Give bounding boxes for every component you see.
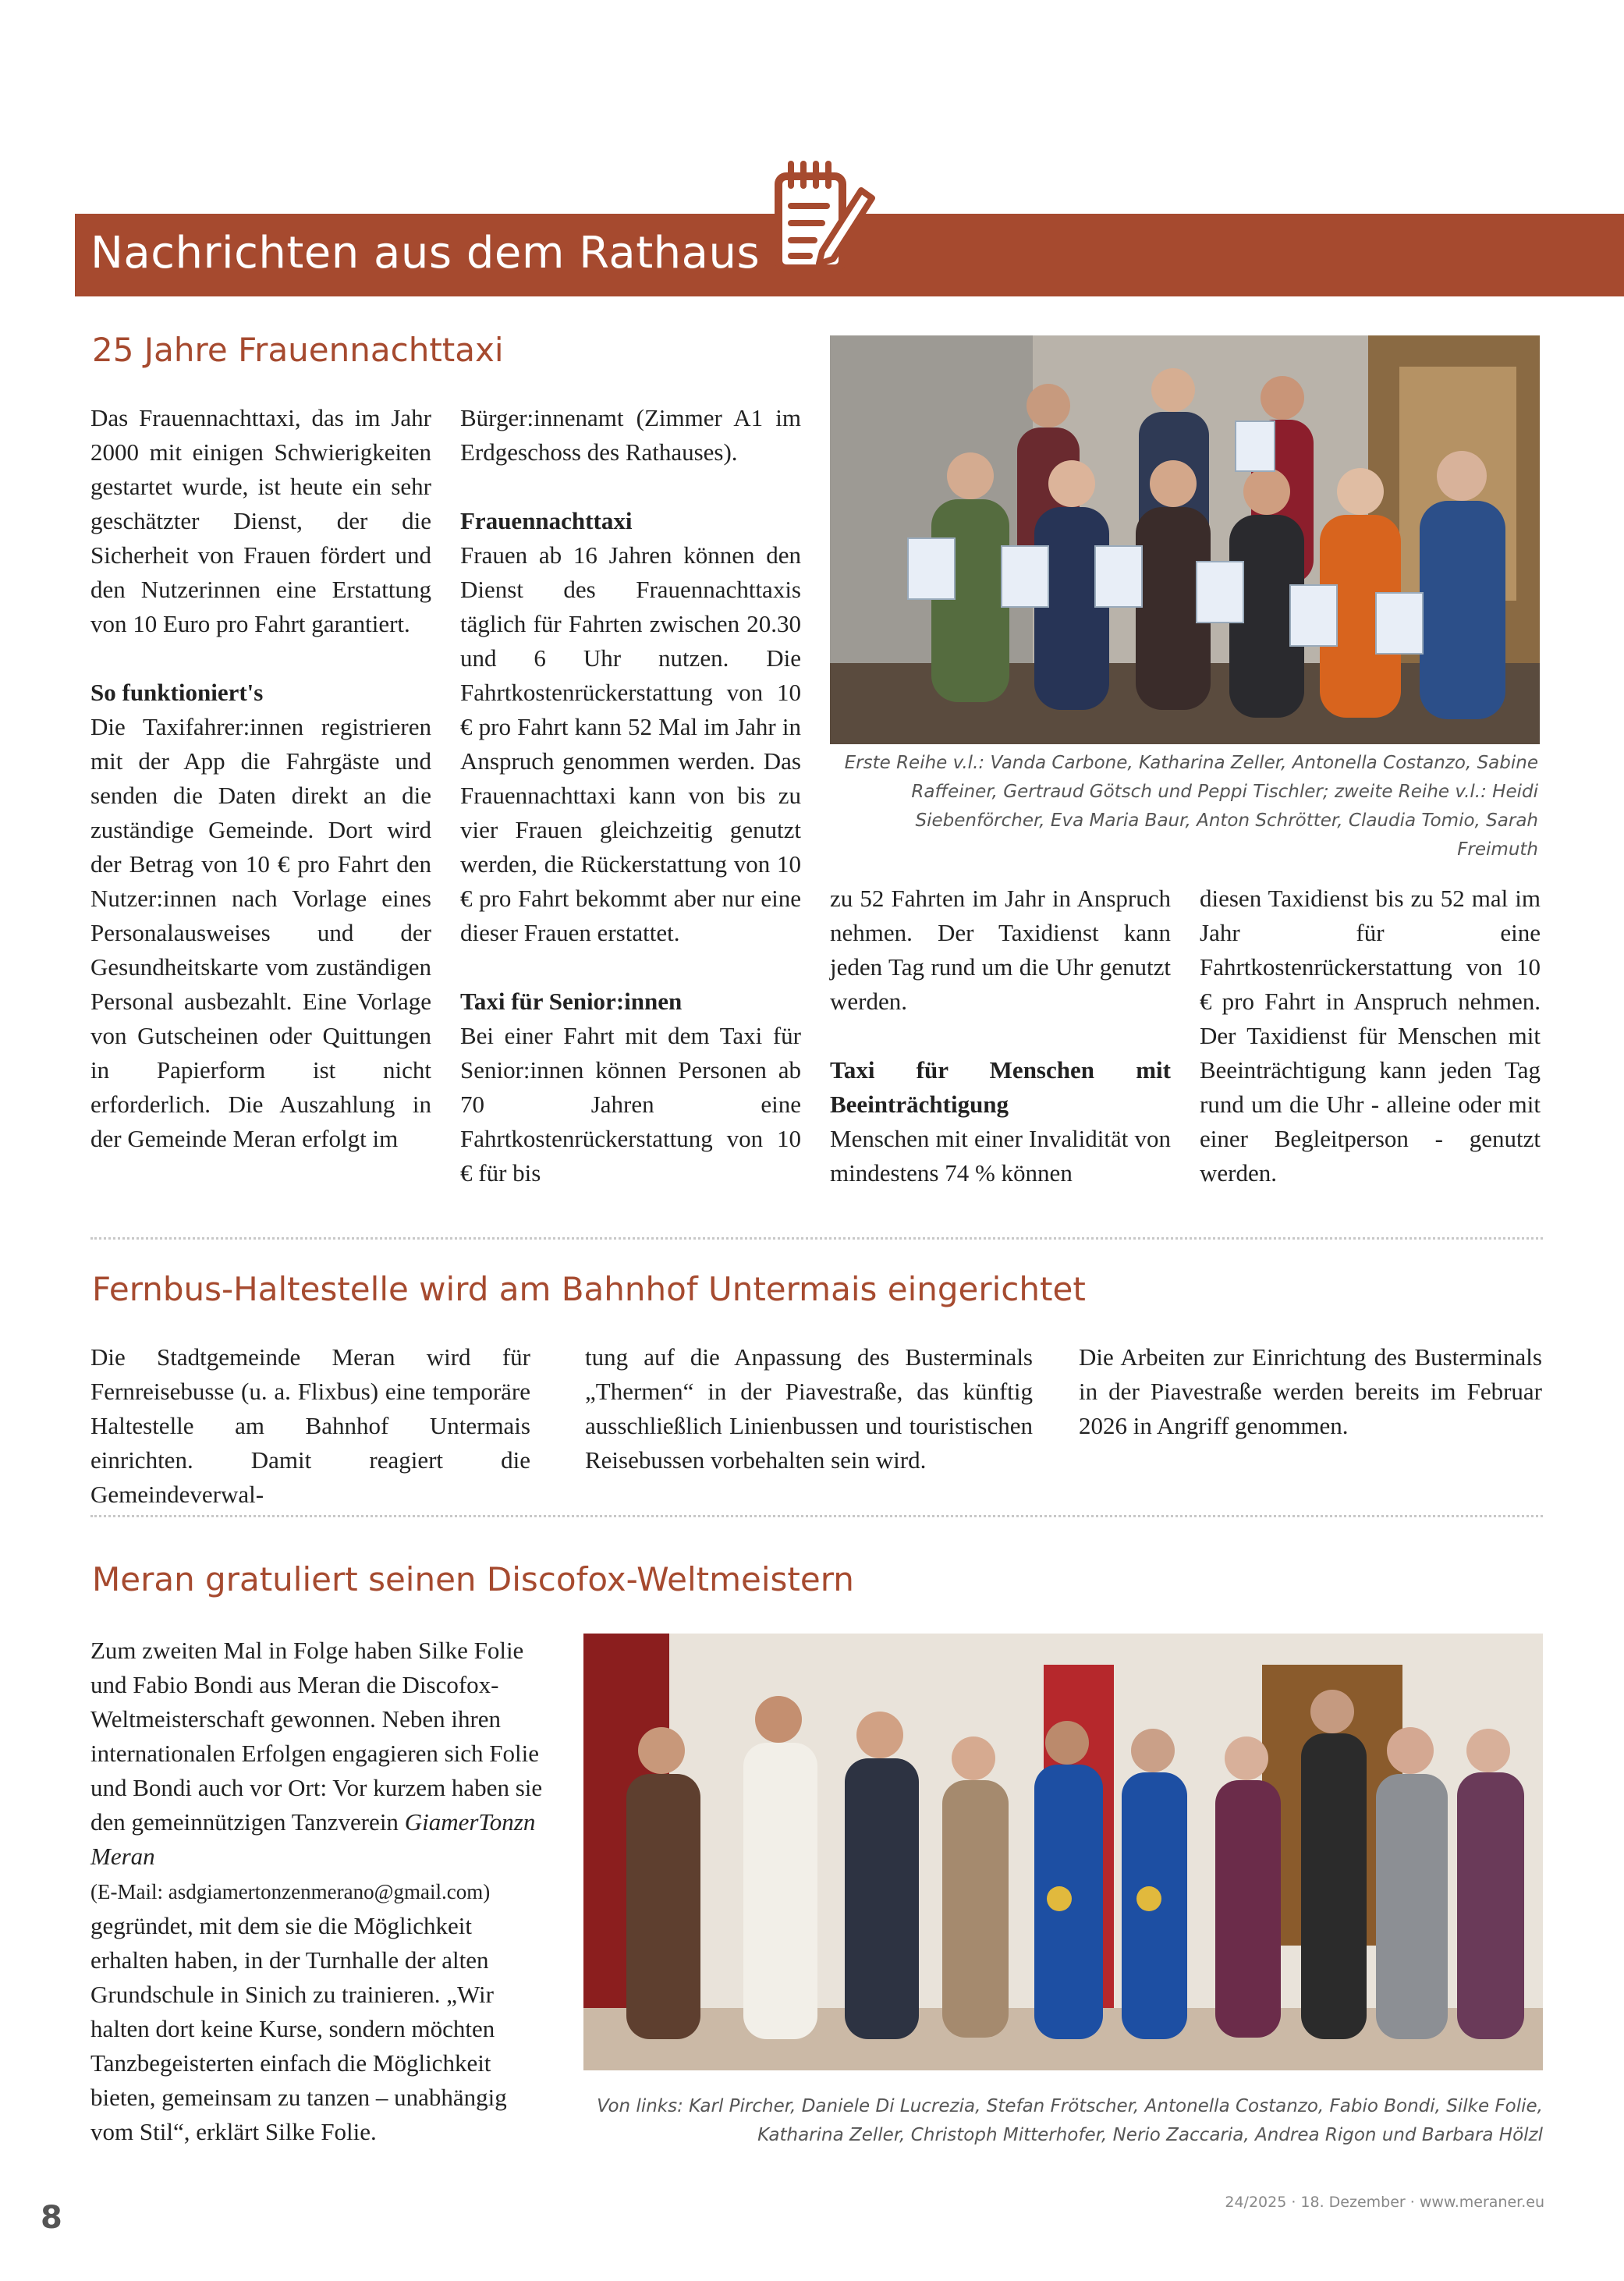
article2-column-1 bbox=[90, 1340, 530, 1512]
subheading: Frauennachttaxi bbox=[460, 507, 633, 534]
group-photo-discofox bbox=[583, 1634, 1543, 2070]
photo-caption: Von links: Karl Pircher, Daniele Di Lucrezia, Stefan Frötscher, Antonella Costanzo, Fabio Bondi, Silke Folie, Katharina Zeller, Christoph Mitterhofer, Nerio Zaccaria, Andrea Rigon und Barbara Hölzl bbox=[597, 2096, 1543, 2145]
group-photo-frauennachttaxi bbox=[830, 335, 1540, 744]
article-title-discofox: Meran gratuliert seinen Discofox-Weltmeistern bbox=[92, 1560, 854, 1598]
article-title-frauennachttaxi: 25 Jahre Frauennachttaxi bbox=[92, 331, 504, 369]
paragraph: Frauen ab 16 Jahren können den Dienst des Frauennachttaxis täglich für Fahrten zwischen 20.30 und 6 Uhr nutzen. Die Fahrtkostenrückerstattung von 10 € pro Fahrt kann 52 Mal im Jahr in Anspruch genommen werden. Das Frauennachttaxi kann von bis zu vier Frauen gleichzeitig genutzt werden, die Rückerstattung von 10 € pro Fahrt bekommt aber nur eine dieser Frauen erstattet. bbox=[460, 541, 801, 946]
section-title: Nachrichten aus dem Rathaus bbox=[90, 228, 761, 278]
article2-column-3 bbox=[1079, 1340, 1542, 1443]
paragraph: Das Frauennachttaxi, das im Jahr 2000 mit einigen Schwierigkeiten gestartet wurde, ist heute ein sehr geschätzter Dienst, der die Sicherheit von Frauen fördert und den Nutzerinnen eine Erstattung von 10 Euro pro Fahrt garantiert. bbox=[90, 404, 431, 637]
article-title-fernbus: Fernbus-Haltestelle wird am Bahnhof Untermais eingerichtet bbox=[92, 1270, 1086, 1308]
paragraph: Zum zweiten Mal in Folge haben Silke Folie und Fabio Bondi aus Meran die Discofox-Weltmeisterschaft gewonnen. Neben ihren internationalen Erfolgen engagieren sich Folie und Bondi auch vor Ort: Vor kurzem haben sie den gemeinnützigen Tanzverein bbox=[90, 1637, 543, 1836]
email-address: (E-Mail: asdgiamertonzenmerano@gmail.com) bbox=[90, 1880, 491, 1903]
notepad-pencil-icon bbox=[768, 159, 877, 276]
paragraph: gegründet, mit dem sie die Möglichkeit erhalten haben, in der Turnhalle der alten Grundschule in Sinich zu trainieren. „Wir halten dort keine Kurse, sondern möchten Tanzbegeisterten einfach die Möglichkeit bieten, gemeinsam zu tanzen – unabhängig vom Stil“, erklärt Silke Folie. bbox=[90, 1912, 507, 2145]
article1-column-4 bbox=[1200, 882, 1541, 1190]
paragraph: Die Arbeiten zur Einrichtung des Busterminals in der Piavestraße werden bereits im Februar 2026 in Angriff genommen. bbox=[1079, 1343, 1542, 1439]
page-number: 8 bbox=[41, 2200, 62, 2236]
article1-column-1 bbox=[90, 401, 431, 1156]
subheading: Taxi für Senior:innen bbox=[460, 988, 683, 1015]
issue-info: 24/2025 · 18. Dezember · www.meraner.eu bbox=[1225, 2194, 1544, 2211]
paragraph: tung auf die Anpassung des Busterminals „Thermen“ in der Piavestraße, das künftig ausschließlich Linienbussen und touristischen Reisebussen vorbehalten sein wird. bbox=[585, 1343, 1033, 1474]
article2-column-2 bbox=[585, 1340, 1033, 1478]
paragraph: Die Taxifahrer:innen registrieren mit der App die Fahrgäste und senden die Daten direkt an die zuständige Gemeinde. Dort wird der Betrag von 10 € pro Fahrt den Nutzer:innen nach Vorlage eines Personalausweises und der Gesundheitskarte vom zuständigen Personal ausbezahlt. Eine Vorlage von Gutscheinen oder Quittungen in Papierform ist nicht erforderlich. Die Auszahlung in der Gemeinde Meran erfolgt im bbox=[90, 713, 431, 1152]
photo-caption: Erste Reihe v.l.: Vanda Carbone, Katharina Zeller, Antonella Costanzo, Sabine Raffeiner, Gertraud Götsch und Peppi Tischler; zweite Reihe v.l.: Heidi Siebenförcher, Eva Maria Baur, Anton Schrötter, Claudia Tomio, Sarah Freimuth bbox=[844, 753, 1538, 860]
club-name: GiamerTonzn Meran bbox=[90, 1808, 536, 1870]
paragraph: Die Stadtgemeinde Meran wird für Fernreisebusse (u. a. Flixbus) eine temporäre Haltestelle am Bahnhof Untermais einrichten. Damit reagiert die Gemeindeverwal- bbox=[90, 1343, 530, 1508]
paragraph: zu 52 Fahrten im Jahr in Anspruch nehmen. Der Taxidienst kann jeden Tag rund um die Uhr genutzt werden. bbox=[830, 885, 1171, 1015]
section-divider bbox=[90, 1515, 1543, 1517]
article1-column-3 bbox=[830, 882, 1171, 1190]
subheading: Taxi für Menschen mit Beeinträchtigung bbox=[830, 1056, 1171, 1118]
paragraph: Bei einer Fahrt mit dem Taxi für Senior:innen können Personen ab 70 Jahren eine Fahrtkostenrückerstattung von 10 € für bis bbox=[460, 1022, 801, 1187]
article1-column-2 bbox=[460, 401, 801, 1190]
section-divider bbox=[90, 1237, 1543, 1240]
article3-text bbox=[90, 1634, 555, 2149]
subheading: So funktioniert's bbox=[90, 679, 264, 706]
paragraph: Menschen mit einer Invalidität von mindestens 74 % können bbox=[830, 1125, 1171, 1187]
paragraph: diesen Taxidienst bis zu 52 mal im Jahr für eine Fahrtkostenrückerstattung von 10 € pro Fahrt in Anspruch nehmen. Der Taxidienst für Menschen mit Beeinträchtigung kann jeden Tag rund um die Uhr - alleine oder mit einer Begleitperson - genutzt werden. bbox=[1200, 885, 1541, 1187]
paragraph: Bürger:innenamt (Zimmer A1 im Erdgeschoss des Rathauses). bbox=[460, 404, 801, 466]
